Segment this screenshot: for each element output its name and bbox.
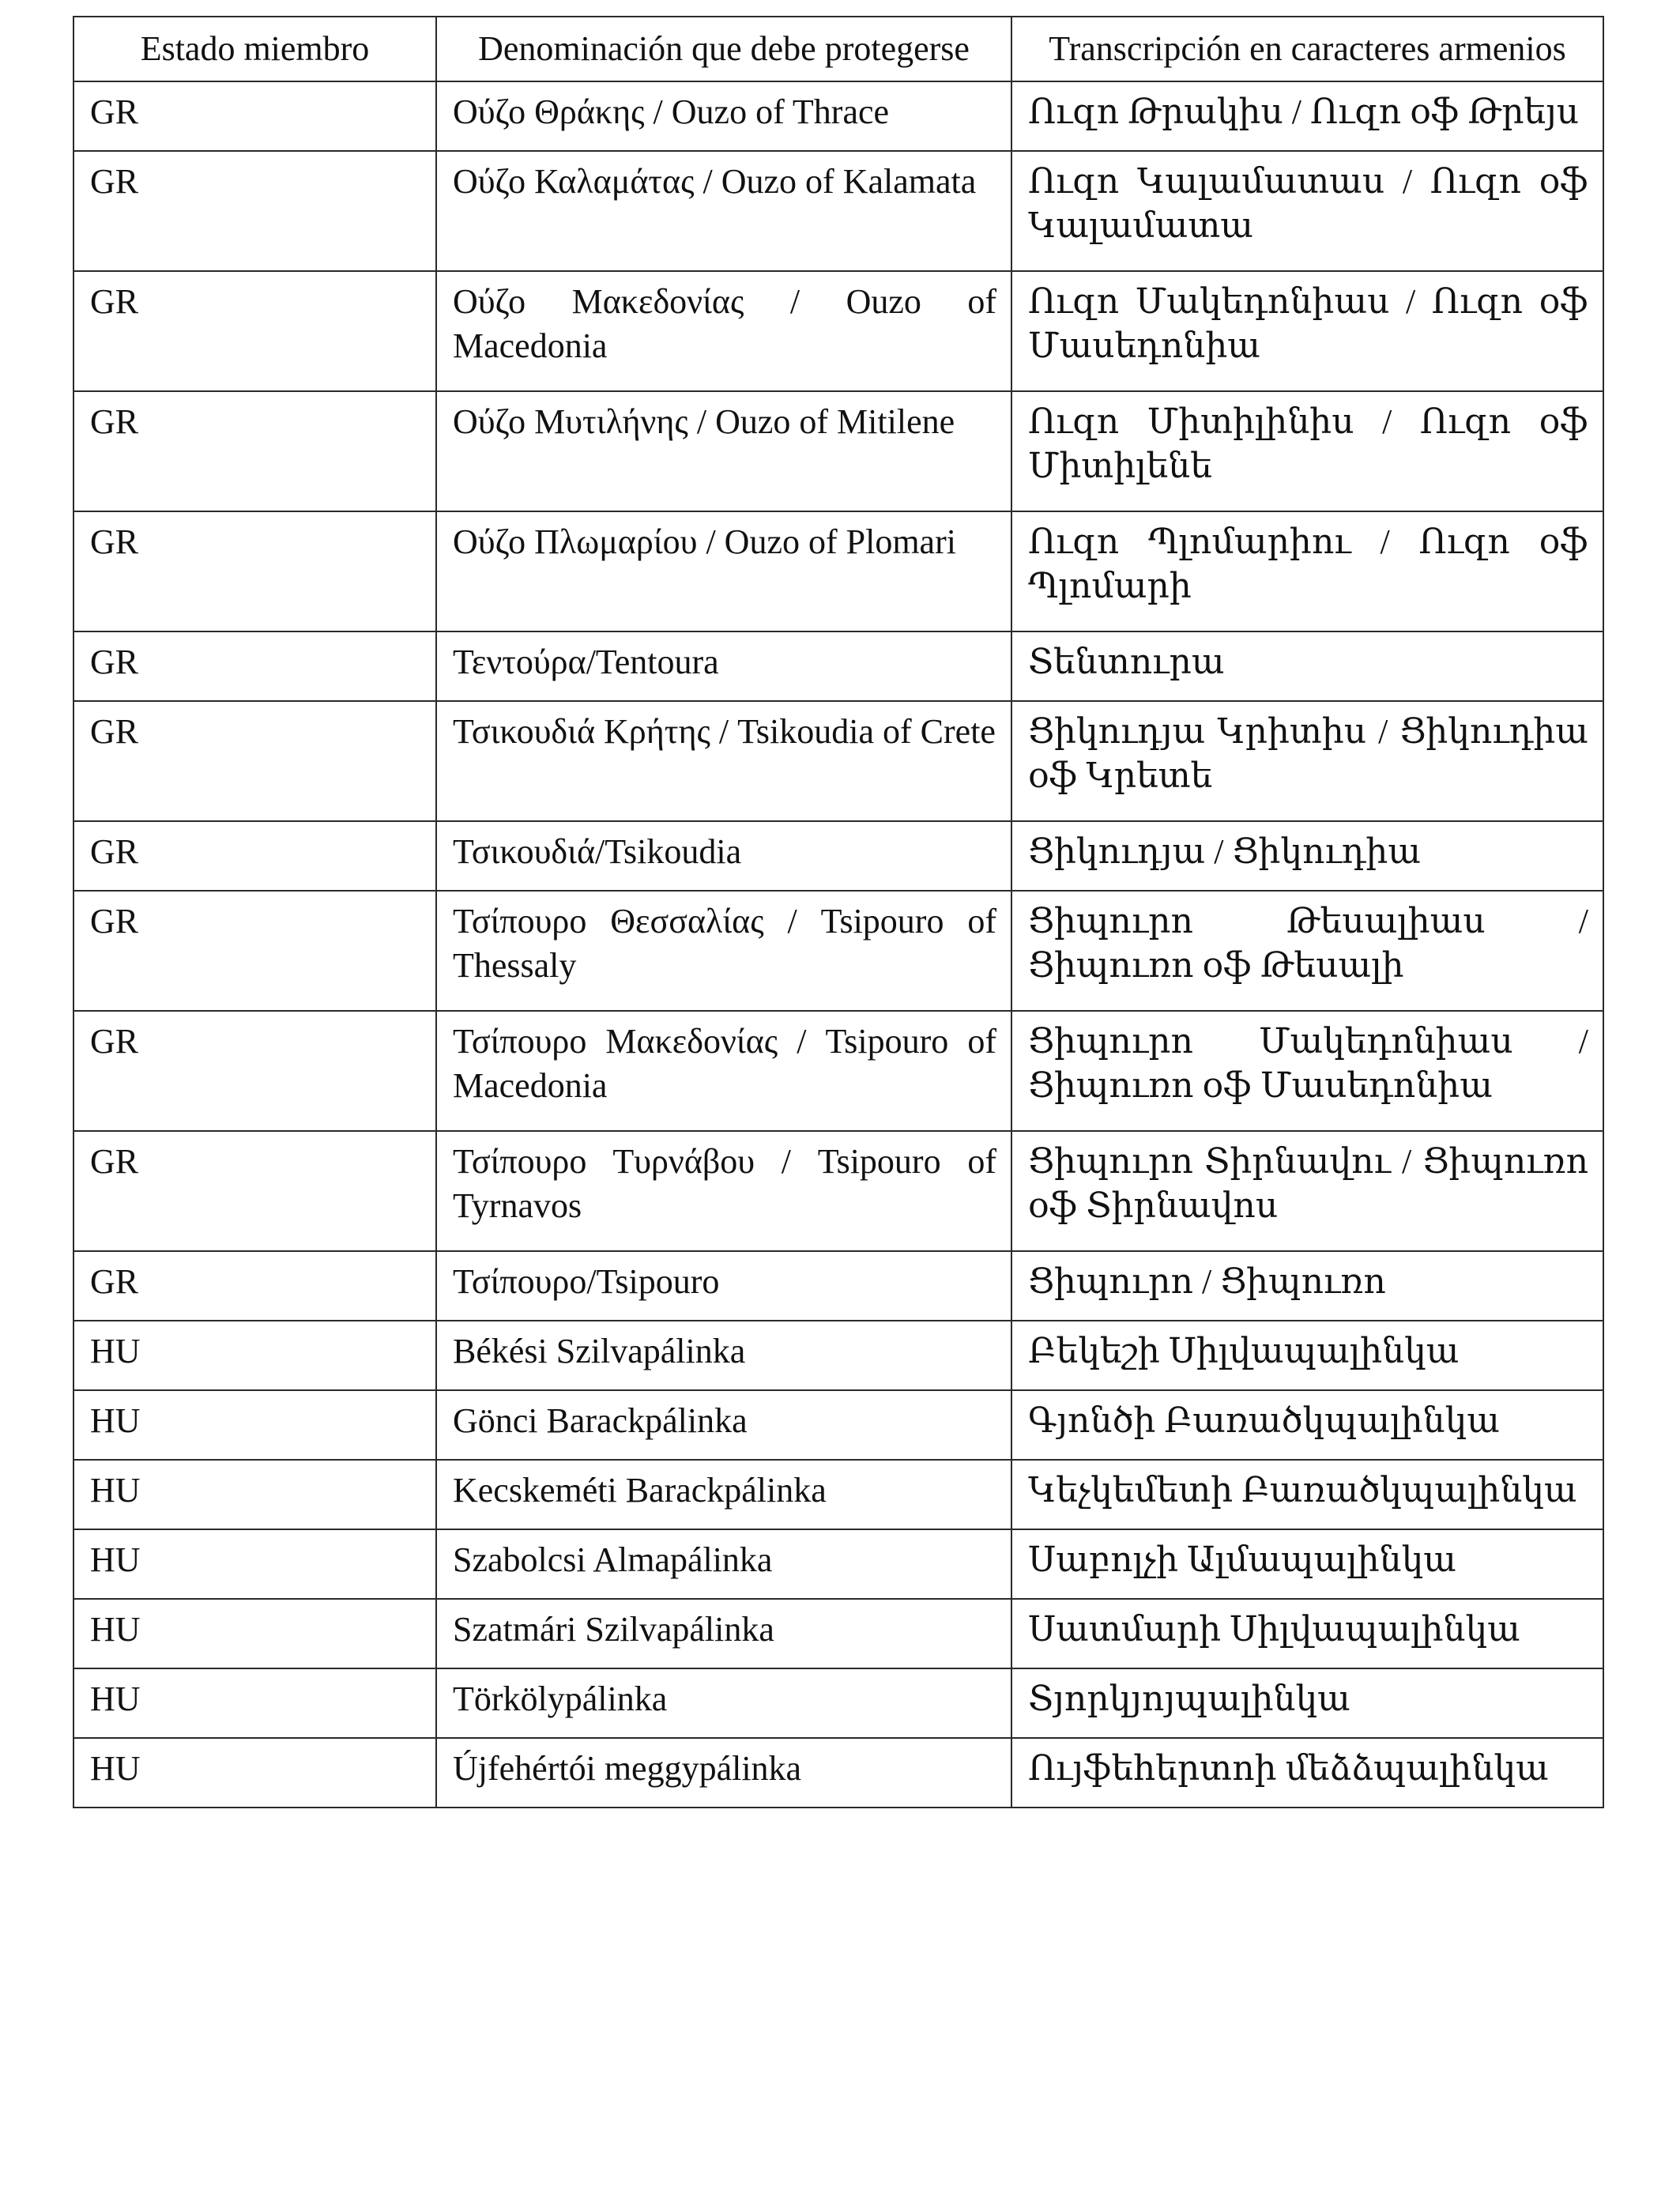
member-state-cell: GR: [73, 81, 436, 151]
column-header-protected-name: Denominación que debe protegerse: [436, 17, 1011, 81]
armenian-transcription-cell: Ցիպուրո Մակեդոնիաս / Ցիպուռո օֆ Մասեդոնիա: [1011, 1011, 1603, 1131]
armenian-transcription-cell: Ցիկուդյա / Ցիկուդիա: [1011, 821, 1603, 891]
armenian-transcription-cell: Ույֆեհերտոի մեձձպալինկա: [1011, 1738, 1603, 1808]
column-header-member-state: Estado miembro: [73, 17, 436, 81]
protected-name-cell: Ούζο Θράκης / Ouzo of Thrace: [436, 81, 1011, 151]
table-row: [73, 151, 1603, 271]
armenian-transcription-cell: Ցիպուրո Տիրնավու / Ցիպուռո օֆ Տիրնավոս: [1011, 1131, 1603, 1251]
table-row: [73, 391, 1603, 511]
member-state-cell: GR: [73, 891, 436, 1011]
protected-name-cell: Τσίπουρο/Tsipouro: [436, 1251, 1011, 1321]
protected-name-cell: Törkölypálinka: [436, 1668, 1011, 1738]
table-row: [73, 1599, 1603, 1668]
armenian-transcription-cell: Ուզո Պլոմարիու / Ուզո օֆ Պլոմարի: [1011, 511, 1603, 631]
protected-name-cell: Ούζο Πλωμαρίου / Ouzo of Plomari: [436, 511, 1011, 631]
protected-name-cell: Ούζο Καλαμάτας / Ouzo of Kalamata: [436, 151, 1011, 271]
member-state-cell: GR: [73, 701, 436, 821]
armenian-transcription-cell: Գյոնծի Բառածկպալինկա: [1011, 1390, 1603, 1460]
table-row: [73, 1131, 1603, 1251]
member-state-cell: HU: [73, 1321, 436, 1390]
table-row: [73, 1668, 1603, 1738]
protected-name-cell: Újfehértói meggypálinka: [436, 1738, 1011, 1808]
armenian-transcription-cell: Ուզո Միտիլինիս / Ուզո օֆ Միտիլենե: [1011, 391, 1603, 511]
table-row: [73, 1251, 1603, 1321]
member-state-cell: GR: [73, 1011, 436, 1131]
protected-name-cell: Kecskeméti Barackpálinka: [436, 1460, 1011, 1529]
armenian-transcription-cell: Սաբոլչի Ալմապալինկա: [1011, 1529, 1603, 1599]
armenian-transcription-cell: Ցիպուրո Թեսալիաս / Ցիպուռո օֆ Թեսալի: [1011, 891, 1603, 1011]
table-row: [73, 81, 1603, 151]
member-state-cell: GR: [73, 271, 436, 391]
protected-names-table: [73, 16, 1604, 1808]
protected-name-cell: Békési Szilvapálinka: [436, 1321, 1011, 1390]
armenian-transcription-cell: Բեկեշի Սիլվապալինկա: [1011, 1321, 1603, 1390]
armenian-transcription-cell: Ուզո Մակեդոնիաս / Ուզո օֆ Մասեդոնիա: [1011, 271, 1603, 391]
armenian-transcription-cell: Տենտուրա: [1011, 631, 1603, 701]
document-page: [73, 16, 1603, 1808]
protected-name-cell: Szatmári Szilvapálinka: [436, 1599, 1011, 1668]
table-row: [73, 891, 1603, 1011]
member-state-cell: HU: [73, 1668, 436, 1738]
member-state-cell: HU: [73, 1529, 436, 1599]
table-row: [73, 631, 1603, 701]
table-row: [73, 1738, 1603, 1808]
protected-name-cell: Ούζο Μυτιλήνης / Ouzo of Mitilene: [436, 391, 1011, 511]
table-row: [73, 511, 1603, 631]
table-row: [73, 701, 1603, 821]
protected-name-cell: Szabolcsi Almapálinka: [436, 1529, 1011, 1599]
member-state-cell: HU: [73, 1390, 436, 1460]
member-state-cell: HU: [73, 1460, 436, 1529]
armenian-transcription-cell: Ցիկուդյա Կրիտիս / Ցիկուդիա օֆ Կրետե: [1011, 701, 1603, 821]
protected-name-cell: Τσικουδιά Κρήτης / Tsikoudia of Crete: [436, 701, 1011, 821]
member-state-cell: GR: [73, 151, 436, 271]
protected-name-cell: Τσίπουρο Τυρνάβου / Tsipouro of Tyrnavos: [436, 1131, 1011, 1251]
table-row: [73, 1460, 1603, 1529]
protected-name-cell: Τσίπουρο Θεσσαλίας / Tsipouro of Thessaly: [436, 891, 1011, 1011]
armenian-transcription-cell: Տյորկյոյպալինկա: [1011, 1668, 1603, 1738]
table-row: [73, 271, 1603, 391]
protected-name-cell: Τσικουδιά/Tsikoudia: [436, 821, 1011, 891]
member-state-cell: GR: [73, 391, 436, 511]
member-state-cell: GR: [73, 1131, 436, 1251]
armenian-transcription-cell: Կեչկեմետի Բառածկպալինկա: [1011, 1460, 1603, 1529]
table-row: [73, 821, 1603, 891]
member-state-cell: GR: [73, 631, 436, 701]
table-row: [73, 1011, 1603, 1131]
protected-name-cell: Gönci Barackpálinka: [436, 1390, 1011, 1460]
member-state-cell: GR: [73, 1251, 436, 1321]
member-state-cell: HU: [73, 1738, 436, 1808]
table-header-row: [73, 17, 1603, 81]
protected-name-cell: Τεντούρα/Tentoura: [436, 631, 1011, 701]
member-state-cell: HU: [73, 1599, 436, 1668]
armenian-transcription-cell: Ուզո Կալամատաս / Ուզո օֆ Կալամատա: [1011, 151, 1603, 271]
table-body: [73, 81, 1603, 1808]
armenian-transcription-cell: Ուզո Թրակիս / Ուզո օֆ Թրեյս: [1011, 81, 1603, 151]
protected-name-cell: Ούζο Μακεδονίας / Ouzo of Macedonia: [436, 271, 1011, 391]
armenian-transcription-cell: Սատմարի Սիլվապալինկա: [1011, 1599, 1603, 1668]
member-state-cell: GR: [73, 511, 436, 631]
table-row: [73, 1321, 1603, 1390]
protected-name-cell: Τσίπουρο Μακεδονίας / Tsipouro of Macedonia: [436, 1011, 1011, 1131]
table-row: [73, 1390, 1603, 1460]
armenian-transcription-cell: Ցիպուրո / Ցիպուռո: [1011, 1251, 1603, 1321]
column-header-armenian-transcription: Transcripción en caracteres armenios: [1011, 17, 1603, 81]
table-row: [73, 1529, 1603, 1599]
member-state-cell: GR: [73, 821, 436, 891]
